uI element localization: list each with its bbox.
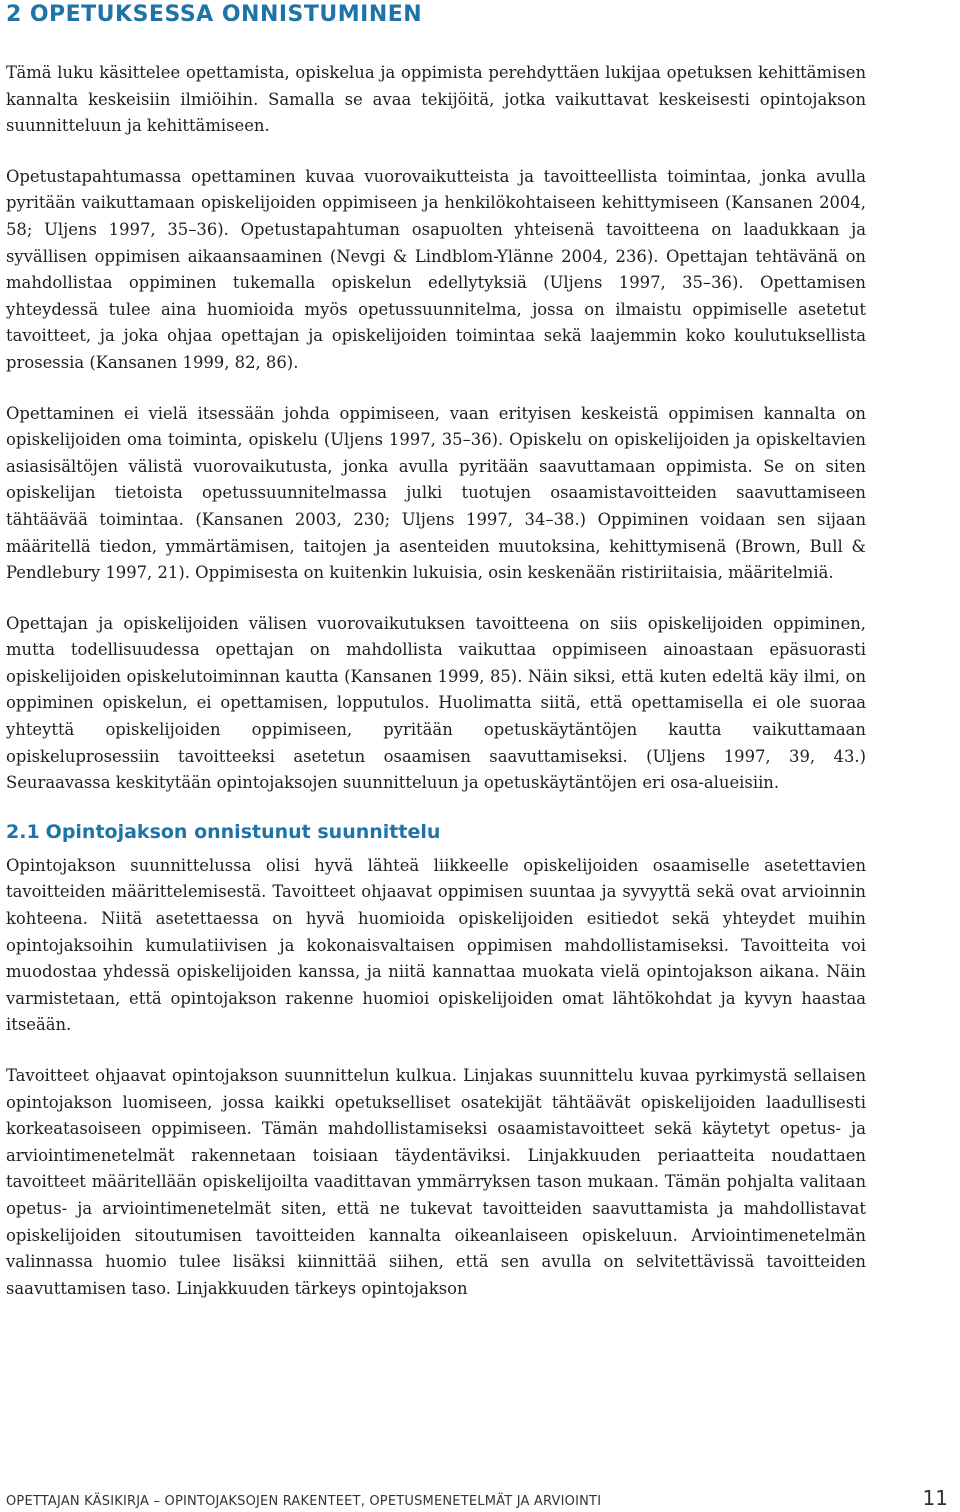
paragraph-intro-4: Opettajan ja opiskelijoiden välisen vuorovaikutuksen tavoitteena on siis opiskelijoiden oppiminen, mutta todellisuudessa opettajan on mahdollista vaikuttaa oppimiseen ainoastaan epäsuorasti opiskelijoiden opiskelutoiminnan kautta (Kansanen 1999, 85). Näin siksi, että kuten edeltä käy ilmi, on oppiminen opiskelun, ei opettamisen, lopputulos. Huolimatta siitä, että opettamisella ei ole suoraa yhteyttä opiskelijoiden oppimiseen, pyritään opetuskäytäntöjen kautta vaikuttamaan opiskeluprosessiin tavoitteeksi asetetun osaamisen saavuttamiseksi. (Uljens 1997, 39, 43.) Seuraavassa keskitytään opintojaksojen suunnitteluun ja opetuskäytäntöjen eri osa-alueisiin. (6, 613, 866, 793)
body-text (6, 60, 866, 1326)
section-heading (6, 821, 866, 843)
page-number: 11 (922, 1486, 948, 1510)
chapter-heading (6, 2, 422, 27)
chapter-number: 2 (6, 2, 22, 27)
paragraph-intro-2: Opetustapahtumassa opettaminen kuvaa vuorovaikutteista ja tavoitteellista toimintaa, jonka avulla pyritään vaikuttamaan opiskelijoiden oppimiseen ja henkilökohtaiseen kehittymiseen (Kansanen 2004, 58; Uljens 1997, 35–36). Opetustapahtuman osapuolten yhteisenä tavoitteena on laadukkaan ja syvällisen oppimisen aikaansaaminen (Nevgi & Lindblom-Ylänne 2004, 236). Opettajan tehtävänä on mahdollistaa oppiminen tukemalla opiskelun edellytyksiä (Uljens 1997, 35–36). Opettamisen yhteydessä tulee aina huomioida myös opetussuunnitelma, jossa on ilmaistu oppimiselle asetetut tavoitteet, ja joka ohjaa opettajan ja opiskelijoiden toimintaa sekä laajemmin koko koulutuksellista prosessia (Kansanen 1999, 82, 86). (6, 166, 866, 372)
footer-running-title: OPETTAJAN KÄSIKIRJA – OPINTOJAKSOJEN RAKENTEET, OPETUSMENETELMÄT JA ARVIOINTI (6, 1494, 602, 1509)
section-title: Opintojakson onnistunut suunnittelu (45, 820, 441, 843)
paragraph-section-2: Tavoitteet ohjaavat opintojakson suunnittelun kulkua. Linjakas suunnittelu kuvaa pyrkimystä sellaisen opintojakson luomiseen, jossa kaikki opetukselliset osatekijät tähtäävät opiskelijoiden laadullisesti korkeatasoiseen oppimiseen. Tämän mahdollistamiseksi osaamistavoitteet sekä käytetyt opetus- ja arviointimenetelmät rakennetaan toisiaan täydentäviksi. Linjakkuuden periaatteita noudattaen tavoitteet määritellään opiskelijoilta vaadittavan ymmärryksen tason mukaan. Tämän pohjalta valitaan opetus- ja arviointimenetelmät siten, että ne tukevat tavoitteiden saavuttamista ja mahdollistavat opiskelijoiden sitoutumisen tavoitteiden kannalta oikeanlaiseen opiskeluun. Arviointimenetelmän valinnassa huomio tulee lisäksi kiinnittää siihen, että sen avulla on selvitettävissä tavoitteiden saavuttamisen taso. Linjakkuuden tärkeys opintojakson (6, 1066, 866, 1298)
paragraph-intro-1: Tämä luku käsittelee opettamista, opiskelua ja oppimista perehdyttäen lukijaa opetuksen kehittämisen kannalta keskeisiin ilmiöihin. Samalla se avaa tekijöitä, jotka vaikuttavat keskeisesti opintojakson suunnitteluun ja kehittämiseen. (6, 63, 866, 136)
paragraph-section-1: Opintojakson suunnittelussa olisi hyvä lähteä liikkeelle opiskelijoiden osaamiselle asetettavien tavoitteiden määrittelemisestä. Tavoitteet ohjaavat oppimisen suuntaa ja syvyyttä sekä ovat arvioinnin kohteena. Niitä asetettaessa on hyvä huomioida opiskelijoiden esitiedot sekä yhteydet muihin opintojaksoihin kumulatiivisen ja kokonaisvaltaisen oppimisen mahdollistamiseksi. Tavoitteita voi muodostaa yhdessä opiskelijoiden kanssa, ja niitä kannattaa muokata vielä opintojakson aikana. Näin varmistetaan, että opintojakson rakenne huomioi opiskelijoiden omat lähtökohdat ja kyvyn haastaa itseään. (6, 855, 866, 1035)
paragraph-intro-3: Opettaminen ei vielä itsessään johda oppimiseen, vaan erityisen keskeistä oppimisen kannalta on opiskelijoiden oma toiminta, opiskelu (Uljens 1997, 35–36). Opiskelu on opiskelijoiden ja opiskeltavien asiasisältöjen välistä vuorovaikutusta, jonka avulla pyritään saavuttamaan oppimista. Se on siten opiskelijan tietoista opetussuunnitelmassa julki tuotujen osaamistavoitteiden saavuttamiseen tähtäävää toimintaa. (Kansanen 2003, 230; Uljens 1997, 34–38.) Oppiminen voidaan sen sijaan määritellä tiedon, ymmärtämisen, taitojen ja asenteiden muutoksina, kehittymisenä (Brown, Bull & Pendlebury 1997, 21). Oppimisesta on kuitenkin lukuisia, osin keskenään ristiriitaisia, määritelmiä. (6, 403, 866, 583)
chapter-title: OPETUKSESSA ONNISTUMINEN (29, 2, 423, 27)
section-number: 2.1 (6, 820, 40, 843)
